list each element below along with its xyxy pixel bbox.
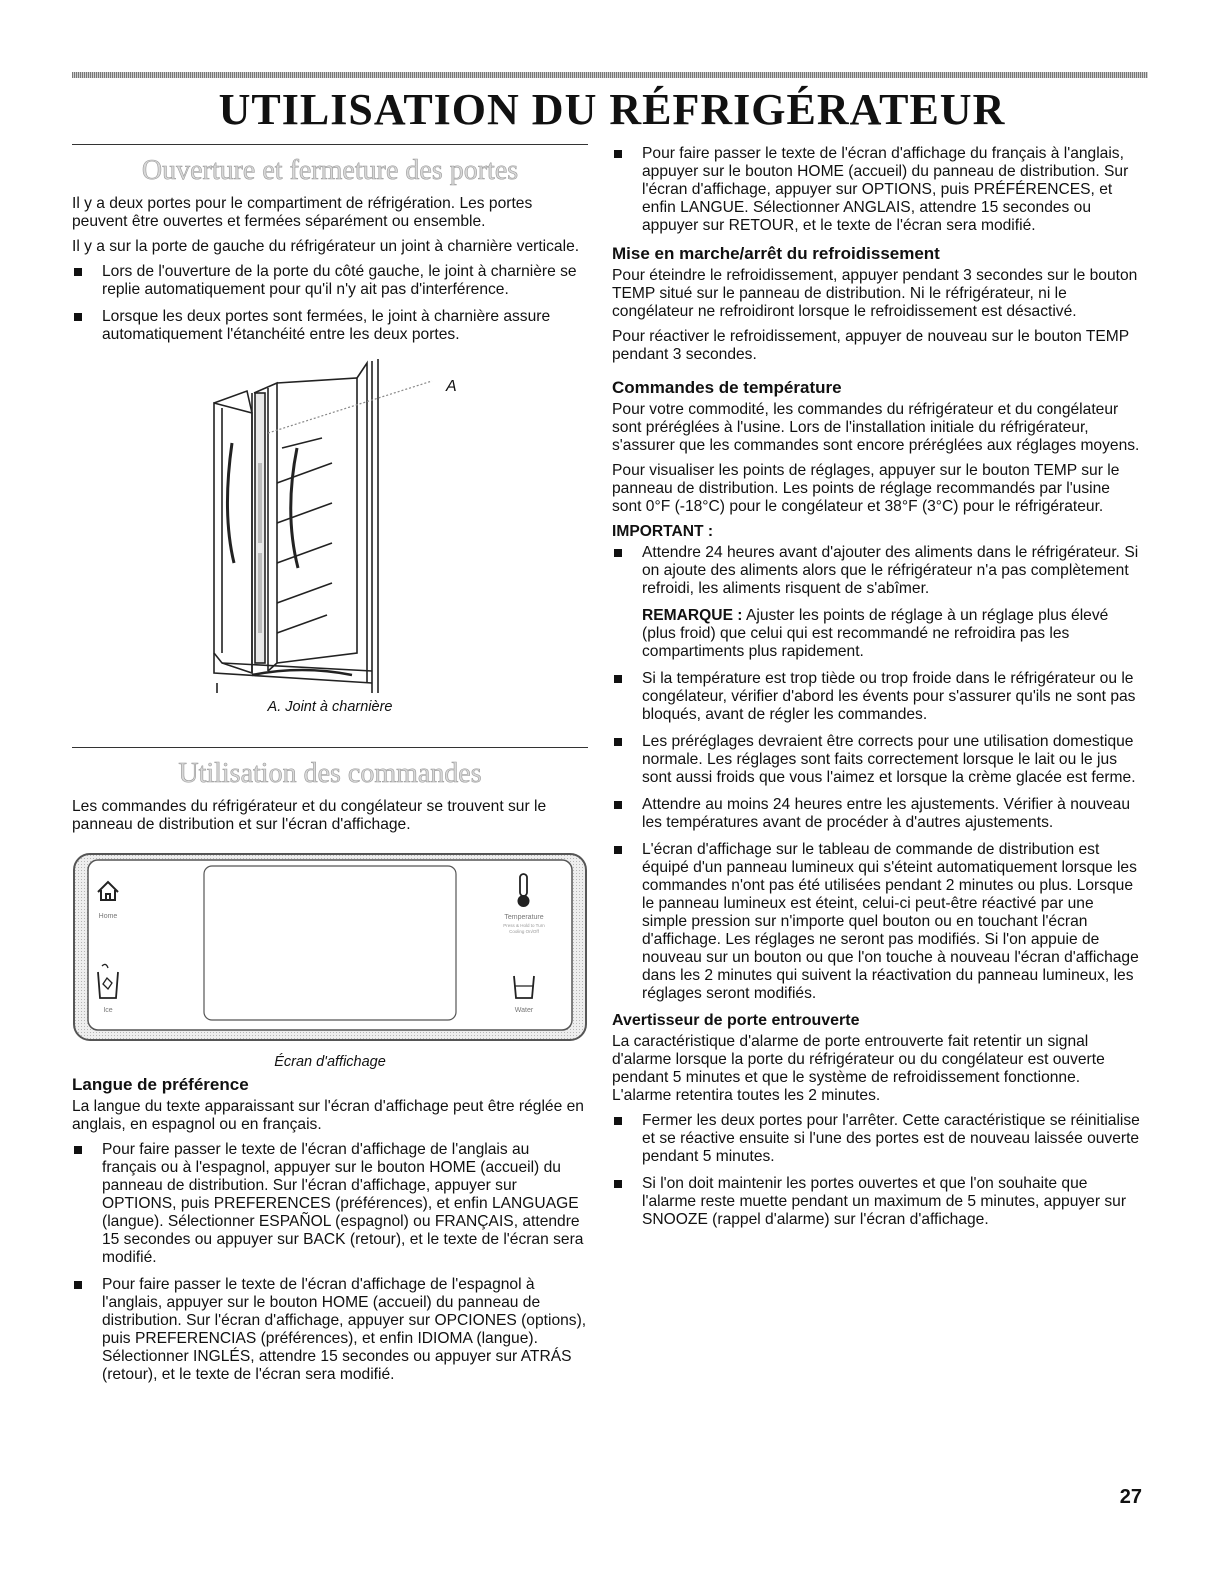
bullet-list (612, 145, 1142, 235)
left-column (72, 140, 588, 1393)
control-panel-figure (72, 852, 588, 1070)
list-item: Pour faire passer le texte de l'écran d'affichage de l'espagnol à l'anglais, appuyer sur le bouton HOME (accueil) du panneau de distribution. Sur l'écran d'affichage, appuyer sur OPCIONES (options), puis PREFERENCIAS (préférences), et enfin IDIOMA (langue). Sélectionner INGLÉS, attendre 15 secondes ou appuyer sur ATRÁS (retour), et le texte de l'écran sera modifié. (72, 1276, 588, 1384)
temperature-button-label: Temperature (504, 914, 544, 921)
list-item: L'écran d'affichage sur le tableau de commande de distribution est équipé d'un panneau lumineux qui s'éteint automatiquement lorsque les commandes n'ont pas été utilisées pendant 2 minutes ou plus. Lorsque le panneau lumineux est éteint, celui-ci peut-être réactivé par une simple pression sur n'importe quel bouton ou en touchant l'écran d'affichage. Les réglages ne seront pas modifiés. Si l'on appuie de nouveau sur un bouton ou que l'on touche à nouveau l'écran d'affichage dans les 2 minutes qui suivent la réactivation du panneau lumineux, les réglages seront modifiés. (612, 841, 1142, 1003)
list-item: Fermer les deux portes pour l'arrêter. Cette caractéristique se réinitialise et se réactive ensuite si l'une des portes est de nouveau laissée ouverte pendant 5 minutes. (612, 1112, 1142, 1166)
important-label: IMPORTANT : (612, 523, 714, 540)
list-item: Pour faire passer le texte de l'écran d'affichage de l'anglais au français ou à l'espagnol, appuyer sur le bouton HOME (accueil) du panneau de distribution. Sur l'écran d'affichage, appuyer sur OPTIONS, puis PREFERENCES (préférences), et enfin LANGUAGE (langue). Sélectionner ESPAÑOL (espagnol) ou FRANÇAIS, attendre 15 secondes ou appuyer sur BACK (retour), et le texte de l'écran sera modifié. (72, 1141, 588, 1267)
water-button-label: Water (514, 1007, 534, 1014)
paragraph: Il y a sur la porte de gauche du réfrigérateur un joint à charnière verticale. (72, 238, 580, 255)
page-number: 27 (1119, 1486, 1142, 1508)
paragraph: Les commandes du réfrigérateur et du congélateur se trouvent sur le panneau de distribution et sur l'écran d'affichage. (72, 798, 547, 833)
paragraph: Il y a deux portes pour le compartiment de réfrigération. Les portes peuvent être ouvertes et fermées séparément ou ensemble. (72, 195, 533, 230)
section-title-doors: Ouverture et fermeture des portes (141, 155, 519, 186)
list-item: Les préréglages devraient être corrects pour une utilisation domestique normale. Les réglages sont faits correctement lorsque le lait ou le jus sont aussi froids que vous l'aimez et lorsque la crème glacée est ferme. (612, 733, 1142, 787)
note-text: Ajuster les points de réglage à un réglage plus élevé (plus froid) que celui qui est recommandé ne refroidira pas les compartiments plus rapidement. (642, 607, 1109, 660)
list-item: Si la température est trop tiède ou trop froide dans le réfrigérateur ou le congélateur, vérifier d'abord les évents pour s'assurer qu'ils ne sont pas bloqués, avant de régler les commandes. (612, 670, 1142, 724)
paragraph: Pour éteindre le refroidissement, appuyer pendant 3 secondes sur le bouton TEMP situé sur le panneau de distribution. Ni le réfrigérateur, ni le congélateur ne refroidiront lorsque le refroidissement est désactivé. (612, 267, 1138, 320)
paragraph: Pour votre commodité, les commandes du réfrigérateur et du congélateur sont préréglées à l'usine. Lors de l'installation initiale du réfrigérateur, s'assurer que les commandes sont encore préréglées aux réglages moyens. (612, 401, 1140, 454)
list-item: Lors de l'ouverture de la porte du côté gauche, le joint à charnière se replie automatiquement pour qu'il n'y ait pas d'interférence. (72, 263, 588, 299)
section-divider (72, 144, 588, 145)
subsection-heading: Mise en marche/arrêt du refroidissement (612, 244, 940, 263)
figure-caption: A. Joint à charnière (267, 699, 393, 715)
temperature-hint-line1: Press & Hold to Turn (503, 923, 545, 928)
home-button-label: Home (98, 913, 118, 920)
bullet-list (72, 1141, 588, 1384)
bullet-list (612, 544, 1142, 598)
door-hinge-seal-illustration (72, 353, 588, 693)
paragraph: La caractéristique d'alarme de porte entrouverte fait retentir un signal d'alarme lorsque la porte du réfrigérateur ou du congélateur est ouverte pendant 5 minutes et que le système de refroidissement fonctionne. L'alarme retentira toutes les 2 minutes. (612, 1033, 1105, 1104)
bullet-list (72, 263, 588, 344)
section-title-controls: Utilisation des commandes (178, 758, 482, 789)
figure-callout-label: A (446, 378, 457, 395)
subsection-heading: Langue de préférence (72, 1075, 249, 1094)
bullet-list (612, 1112, 1142, 1229)
refrigerator-door-figure (72, 353, 588, 723)
page-title: UTILISATION DU RÉFRIGÉRATEUR (218, 85, 1006, 134)
paragraph: Pour visualiser les points de réglages, appuyer sur le bouton TEMP sur le panneau de distribution. Les points de réglage recommandés par l'usine sont 0°F (-18°C) pour le congélateur et 38°F (3°C) pour le réfrigérateur. (612, 462, 1120, 515)
figure-caption: Écran d'affichage (274, 1054, 386, 1070)
right-column (612, 145, 1142, 1238)
note-label: REMARQUE : (642, 607, 743, 624)
paragraph: Pour réactiver le refroidissement, appuyer de nouveau sur le bouton TEMP pendant 3 secondes. (612, 328, 1129, 363)
list-item: Attendre au moins 24 heures entre les ajustements. Vérifier à nouveau les températures avant de procéder à d'autres ajustements. (612, 796, 1142, 832)
temperature-hint-line2: Cooling On/Off (509, 929, 539, 934)
bullet-list (612, 670, 1142, 1003)
section-divider (72, 747, 588, 748)
list-item: Lorsque les deux portes sont fermées, le joint à charnière assure automatiquement l'étanchéité entre les deux portes. (72, 308, 588, 344)
ice-button-label: Ice (103, 1007, 113, 1014)
note-paragraph (612, 607, 1142, 661)
subsection-heading: Commandes de température (612, 378, 842, 397)
control-panel-illustration (72, 852, 588, 1042)
list-item: Attendre 24 heures avant d'ajouter des aliments dans le réfrigérateur. Si on ajoute des aliments alors que le réfrigérateur n'a pas complètement refroidi, les aliments risquent de s'abîmer. (612, 544, 1142, 598)
header-rule (72, 72, 1148, 78)
list-item: Si l'on doit maintenir les portes ouvertes et que l'on souhaite que l'alarme reste muette pendant un maximum de 5 minutes, appuyer sur SNOOZE (rappel d'alarme) sur l'écran d'affichage. (612, 1175, 1142, 1229)
list-item: Pour faire passer le texte de l'écran d'affichage du français à l'anglais, appuyer sur le bouton HOME (accueil) du panneau de distribution. Sur l'écran d'affichage, appuyer sur OPTIONS, puis PRÉFÉRENCES, et enfin LANGUE. Sélectionner ANGLAIS, attendre 15 secondes ou appuyer sur RETOUR, et le texte de l'écran sera modifié. (612, 145, 1142, 235)
paragraph: La langue du texte apparaissant sur l'écran d'affichage peut être réglée en anglais, en espagnol ou en français. (72, 1098, 584, 1133)
subsection-heading: Avertisseur de porte entrouverte (612, 1012, 860, 1029)
